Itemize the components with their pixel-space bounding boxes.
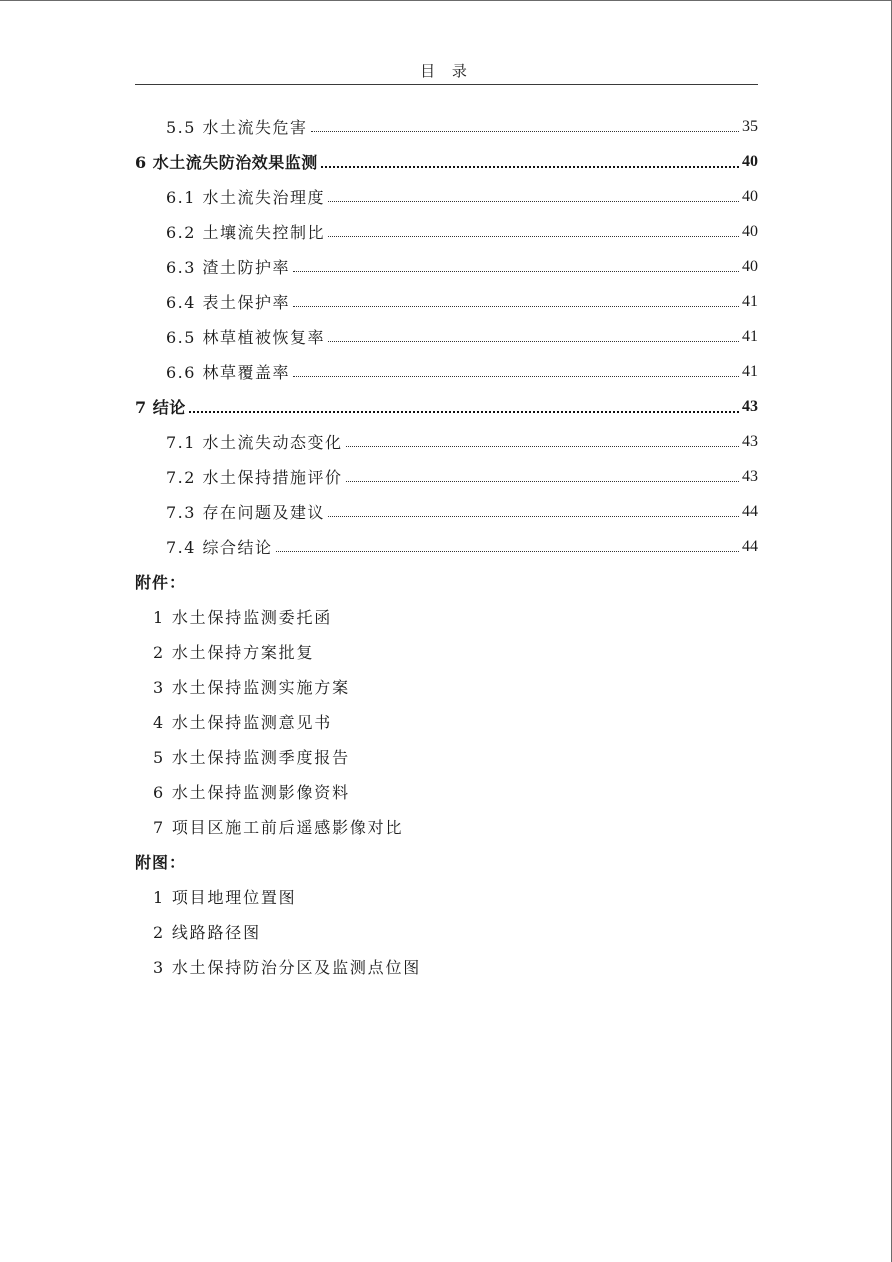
figure-item: 2 线路路径图: [153, 923, 261, 942]
toc-entry-page: 43: [742, 397, 758, 415]
toc-entry-page: 43: [742, 467, 758, 485]
attachment-item: 6 水土保持监测影像资料: [153, 783, 350, 802]
toc-entry[interactable]: [135, 249, 758, 284]
figure-item: 1 项目地理位置图: [153, 888, 297, 907]
toc-entry[interactable]: [135, 494, 758, 529]
dot-leader: [276, 551, 739, 552]
table-of-contents: [135, 109, 758, 984]
attachment-item: 7 项目区施工前后遥感影像对比: [153, 818, 404, 837]
toc-entry[interactable]: [135, 354, 758, 389]
toc-entry-page: 40: [742, 222, 758, 240]
dot-leader: [328, 236, 739, 237]
dot-leader: [328, 201, 739, 202]
toc-entry-title: 6.2 土壤流失控制比: [166, 223, 326, 242]
toc-chapter-entry[interactable]: [135, 144, 758, 179]
toc-entry-page: 43: [742, 432, 758, 450]
dot-leader: [321, 166, 739, 168]
toc-entry-title: 6.6 林草覆盖率: [166, 363, 291, 382]
header-title: 目 录: [420, 62, 473, 80]
dot-leader: [346, 446, 739, 447]
toc-entry-title: 7.2 水土保持措施评价: [166, 468, 343, 487]
toc-entry-title: 7.3 存在问题及建议: [166, 503, 326, 522]
dot-leader: [328, 341, 739, 342]
attachment-item: 5 水土保持监测季度报告: [153, 748, 350, 767]
dot-leader: [328, 516, 739, 517]
attachment-item: 2 水土保持方案批复: [153, 643, 315, 662]
toc-entry[interactable]: [135, 284, 758, 319]
toc-entry-title: 6.5 林草植被恢复率: [166, 328, 326, 347]
toc-entry-title: 7.4 综合结论: [166, 538, 273, 557]
dot-leader: [189, 411, 739, 413]
toc-entry[interactable]: [135, 179, 758, 214]
toc-entry-page: 40: [742, 187, 758, 205]
toc-chapter-entry[interactable]: [135, 389, 758, 424]
toc-entry[interactable]: [135, 459, 758, 494]
dot-leader: [293, 376, 739, 377]
toc-entry-title: 6.3 渣土防护率: [166, 258, 291, 277]
figures-heading: 附图：: [135, 853, 187, 872]
toc-entry-page: 40: [742, 152, 758, 170]
toc-entry[interactable]: [135, 529, 758, 564]
toc-entry[interactable]: [135, 109, 758, 144]
attachment-item: 1 水土保持监测委托函: [153, 608, 333, 627]
toc-entry-title: 5.5 水土流失危害: [166, 118, 308, 137]
attachment-item: 4 水土保持监测意见书: [153, 713, 333, 732]
toc-entry-title: 6 水土流失防治效果监测: [135, 153, 318, 172]
figure-item: 3 水土保持防治分区及监测点位图: [153, 958, 422, 977]
toc-entry-title: 7 结论: [135, 398, 186, 417]
toc-entry[interactable]: [135, 214, 758, 249]
attachment-item: 3 水土保持监测实施方案: [153, 678, 350, 697]
toc-entry[interactable]: [135, 319, 758, 354]
page-header: [135, 60, 758, 85]
toc-entry-page: 41: [742, 292, 758, 310]
toc-entry-page: 41: [742, 362, 758, 380]
toc-entry-title: 6.4 表土保护率: [166, 293, 291, 312]
toc-entry-page: 41: [742, 327, 758, 345]
toc-entry-page: 44: [742, 502, 758, 520]
toc-entry-page: 35: [742, 117, 758, 135]
toc-entry[interactable]: [135, 424, 758, 459]
toc-entry-page: 44: [742, 537, 758, 555]
toc-entry-title: 7.1 水土流失动态变化: [166, 433, 343, 452]
toc-entry-title: 6.1 水土流失治理度: [166, 188, 326, 207]
dot-leader: [311, 131, 739, 132]
dot-leader: [293, 306, 739, 307]
attachments-heading: 附件：: [135, 573, 187, 592]
dot-leader: [293, 271, 739, 272]
dot-leader: [346, 481, 739, 482]
toc-entry-page: 40: [742, 257, 758, 275]
